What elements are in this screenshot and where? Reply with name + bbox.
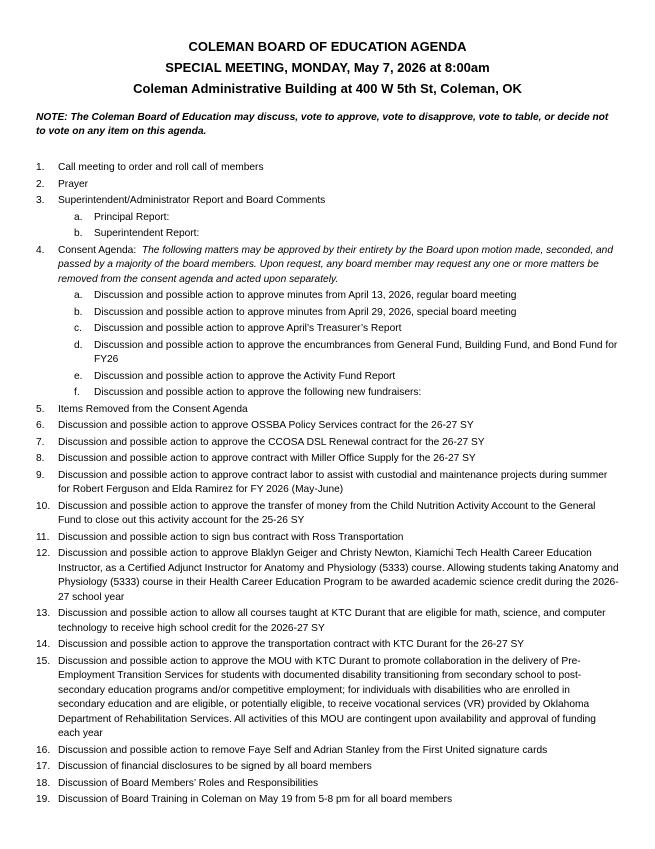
sub-item-4b (58, 306, 619, 321)
item-number: 6. (36, 420, 45, 431)
agenda-item-14 (36, 638, 619, 653)
sub-item-4d (58, 339, 619, 368)
sub-item-text: Discussion and possible action to approve minutes from April 13, 2026, regular board meeting (94, 290, 517, 301)
item-text: Discussion of Board Training in Coleman on May 19 from 5-8 pm for all board members (58, 794, 453, 805)
agenda-item-6 (36, 419, 619, 434)
item-number: 9. (36, 469, 45, 481)
sub-item-text: Discussion and possible action to approve April’s Treasurer’s Report (94, 323, 402, 334)
sub-item-letter: f. (74, 387, 80, 398)
item-number: 17. (36, 761, 51, 772)
item-4-sublist (58, 289, 619, 401)
item-text: Discussion and possible action to approve contract labor to assist with custodial and maintenance projects during summer for Robert Ferguson and Elda Ramirez for FY 2026 (May-June) (58, 469, 608, 495)
sub-item-letter: b. (74, 228, 83, 239)
agenda-item-17 (36, 760, 619, 775)
item-number: 14. (36, 639, 51, 650)
item-text: Discussion and possible action to approve contract with Miller Office Supply for the 26-27 SY (58, 453, 476, 464)
item-number: 5. (36, 403, 45, 415)
item-text: Call meeting to order and roll call of members (58, 162, 264, 173)
agenda-item-1 (36, 161, 619, 176)
agenda-item-19 (36, 793, 619, 808)
item-3-sublist (58, 211, 619, 242)
sub-item-4a (58, 289, 619, 304)
sub-item-letter: a. (74, 290, 83, 301)
sub-item-4f (58, 386, 619, 401)
agenda-item-12 (36, 547, 619, 605)
agenda-note: NOTE: The Coleman Board of Education may discuss, vote to approve, vote to disapprove, vote to table, or decide not to vote on any item on this agenda. (36, 112, 609, 137)
item-text: Items Removed from the Consent Agenda (58, 403, 248, 415)
item-text: Discussion and possible action to approve the transfer of money from the Child Nutrition Activity Account to the General Fund to close out this activity account for the 25-26 SY (58, 500, 596, 526)
sub-item-letter: d. (74, 339, 83, 351)
item-text: Discussion of Board Members’ Roles and Responsibilities (58, 777, 319, 789)
item-number: 16. (36, 744, 51, 756)
sub-item-4e (58, 370, 619, 385)
agenda-item-16 (36, 744, 619, 759)
item-text: Discussion and possible action to approve OSSBA Policy Services contract for the 26-27 SY (58, 420, 474, 431)
agenda-item-18 (36, 777, 619, 792)
agenda-item-3 (36, 194, 619, 242)
item-text: Discussion and possible action to allow all courses taught at KTC Durant that are eligible for math, science, and computer technology to receive high school credit for the 2026-27 SY (58, 608, 606, 634)
item-number: 13. (36, 608, 51, 619)
item-number: 8. (36, 453, 45, 464)
sub-item-letter: e. (74, 370, 83, 382)
item-number: 4. (36, 244, 45, 256)
agenda-item-7 (36, 436, 619, 451)
item-text: Superintendent/Administrator Report and Board Comments (58, 195, 326, 206)
item-text: Discussion and possible action to approve Blaklyn Geiger and Christy Newton, Kiamichi Tech Health Career Education Instructor, as a Certified Adjunct Instructor for Anatomy and Physiology (5333) course. Allowing students taking Anatomy and Physiology (5333) course in their Health Career Education Program to be awarded academic science credit during the 2026-27 school year (58, 548, 619, 603)
item-number: 12. (36, 548, 51, 559)
agenda-item-11 (36, 531, 619, 546)
agenda-item-5 (36, 403, 619, 418)
item-number: 10. (36, 500, 51, 512)
item-number: 18. (36, 777, 51, 789)
item-number: 15. (36, 655, 51, 667)
item-text: Prayer (58, 178, 89, 190)
item-number: 19. (36, 794, 51, 805)
consent-agenda-description: The following matters may be approved by their entirety by the Board upon motion made, seconded, and passed by a majority of the board members. Upon request, any board member may request any one or more matters be removed from the consent agenda and acted upon separately. (58, 244, 614, 285)
agenda-item-8 (36, 452, 619, 467)
item-number: 7. (36, 436, 45, 448)
item-number: 2. (36, 178, 45, 190)
sub-item-text: Discussion and possible action to approve the Activity Fund Report (94, 370, 396, 382)
sub-item-text: Principal Report: (94, 211, 170, 223)
sub-item-text: Discussion and possible action to approve the following new fundraisers: (94, 387, 422, 398)
sub-item-text: Discussion and possible action to approve the encumbrances from General Fund, Building Fund, and Bond Fund for FY26 (94, 339, 618, 365)
sub-item-text: Superintendent Report: (94, 228, 200, 239)
agenda-item-13 (36, 607, 619, 636)
item-text: Discussion and possible action to sign bus contract with Ross Transportation (58, 531, 404, 543)
item-text: Consent Agenda: (58, 244, 137, 256)
sub-item-3a (58, 211, 619, 226)
item-text: Discussion and possible action to remove Faye Self and Adrian Stanley from the First United signature cards (58, 744, 548, 756)
item-number: 1. (36, 162, 45, 173)
sub-item-letter: c. (74, 323, 82, 334)
agenda-item-4 (36, 244, 619, 401)
item-text: Discussion of financial disclosures to be signed by all board members (58, 761, 372, 772)
sub-item-letter: b. (74, 306, 83, 318)
sub-item-4c (58, 322, 619, 337)
agenda-item-9 (36, 469, 619, 498)
item-number: 3. (36, 195, 45, 206)
item-text: Discussion and possible action to approve the transportation contract with KTC Durant for the 26-27 SY (58, 639, 525, 650)
agenda-item-10 (36, 500, 619, 529)
sub-item-letter: a. (74, 211, 83, 223)
agenda-title: COLEMAN BOARD OF EDUCATION AGENDA (188, 39, 467, 54)
agenda-item-2 (36, 178, 619, 193)
agenda-list (36, 161, 619, 808)
meeting-location-line: Coleman Administrative Building at 400 W 5th St, Coleman, OK (133, 81, 522, 96)
item-text: Discussion and possible action to approve the CCOSA DSL Renewal contract for the 26-27 SY (58, 436, 485, 448)
item-text: Discussion and possible action to approve the MOU with KTC Durant to promote collaboration in the delivery of Pre-Employment Transition Services for students with documented disability transitioning from secondary school to post-secondary education programs and/or competitive employment; for individuals with disabilities who are enrolled in secondary education and are eligible, or potentially eligible, to receive vocational services (VR) provided by Oklahoma Department of Rehabilitation Services. All activities of this MOU are contingent upon availability and approval of funding each year (58, 655, 596, 739)
agenda-item-15 (36, 655, 619, 742)
meeting-date-line: SPECIAL MEETING, MONDAY, May 7, 2026 at 8:00am (165, 60, 490, 75)
item-number: 11. (36, 531, 50, 543)
agenda-header (36, 36, 619, 99)
sub-item-3b (58, 227, 619, 242)
sub-item-text: Discussion and possible action to approve minutes from April 29, 2026, special board meeting (94, 306, 517, 318)
